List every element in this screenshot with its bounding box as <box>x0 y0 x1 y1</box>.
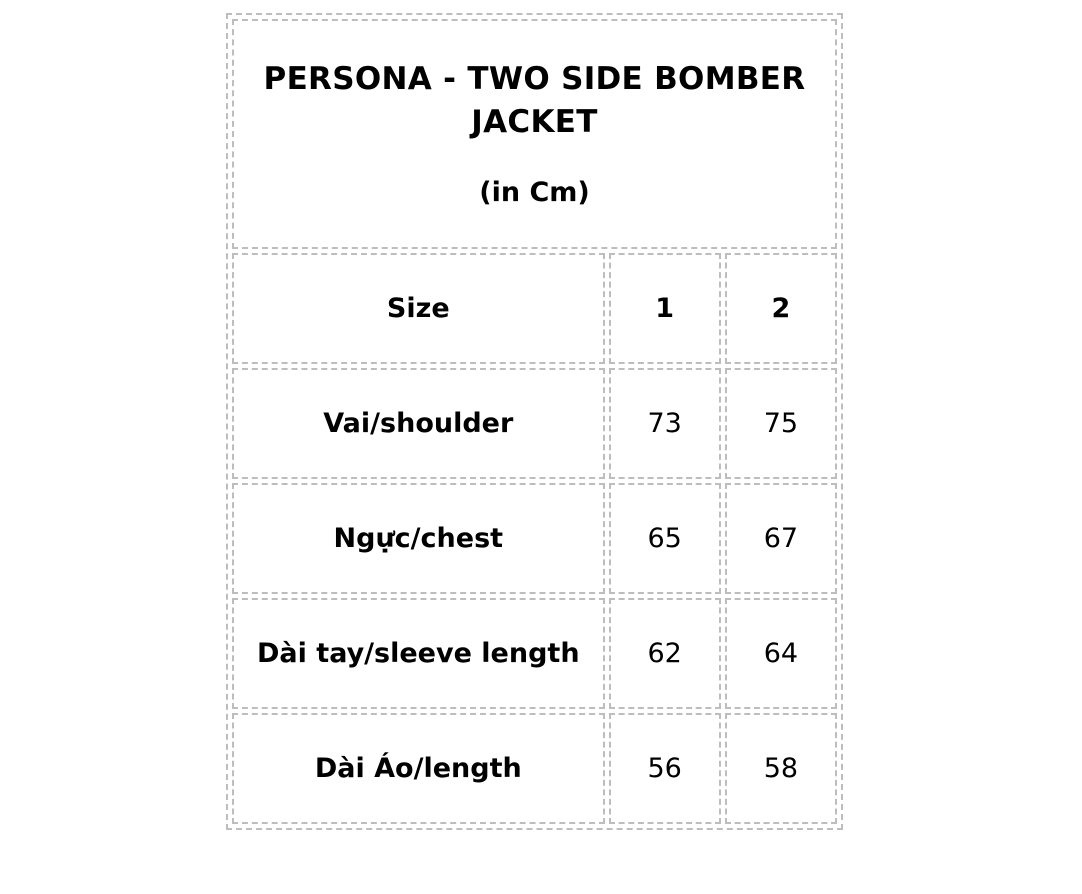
size-header-label: Size <box>232 253 605 364</box>
size-header-2: 2 <box>725 253 837 364</box>
table-row <box>232 713 837 824</box>
table-cell: 64 <box>725 598 837 709</box>
table-row <box>232 368 837 479</box>
table-cell: 65 <box>609 483 721 594</box>
table-row <box>232 598 837 709</box>
table-cell: 56 <box>609 713 721 824</box>
table-cell: 73 <box>609 368 721 479</box>
row-label-length: Dài Áo/length <box>232 713 605 824</box>
title-cell <box>232 19 837 249</box>
size-header-1: 1 <box>609 253 721 364</box>
row-label-shoulder: Vai/shoulder <box>232 368 605 479</box>
product-title: PERSONA - TWO SIDE BOMBER JACKET <box>263 61 806 140</box>
size-chart-table <box>226 13 843 830</box>
row-label-sleeve-length: Dài tay/sleeve length <box>232 598 605 709</box>
table-cell: 62 <box>609 598 721 709</box>
unit-label: (in Cm) <box>479 177 590 208</box>
table-cell: 67 <box>725 483 837 594</box>
row-label-chest: Ngực/chest <box>232 483 605 594</box>
table-cell: 58 <box>725 713 837 824</box>
table-row <box>232 483 837 594</box>
size-header-row <box>232 253 837 364</box>
table-cell: 75 <box>725 368 837 479</box>
